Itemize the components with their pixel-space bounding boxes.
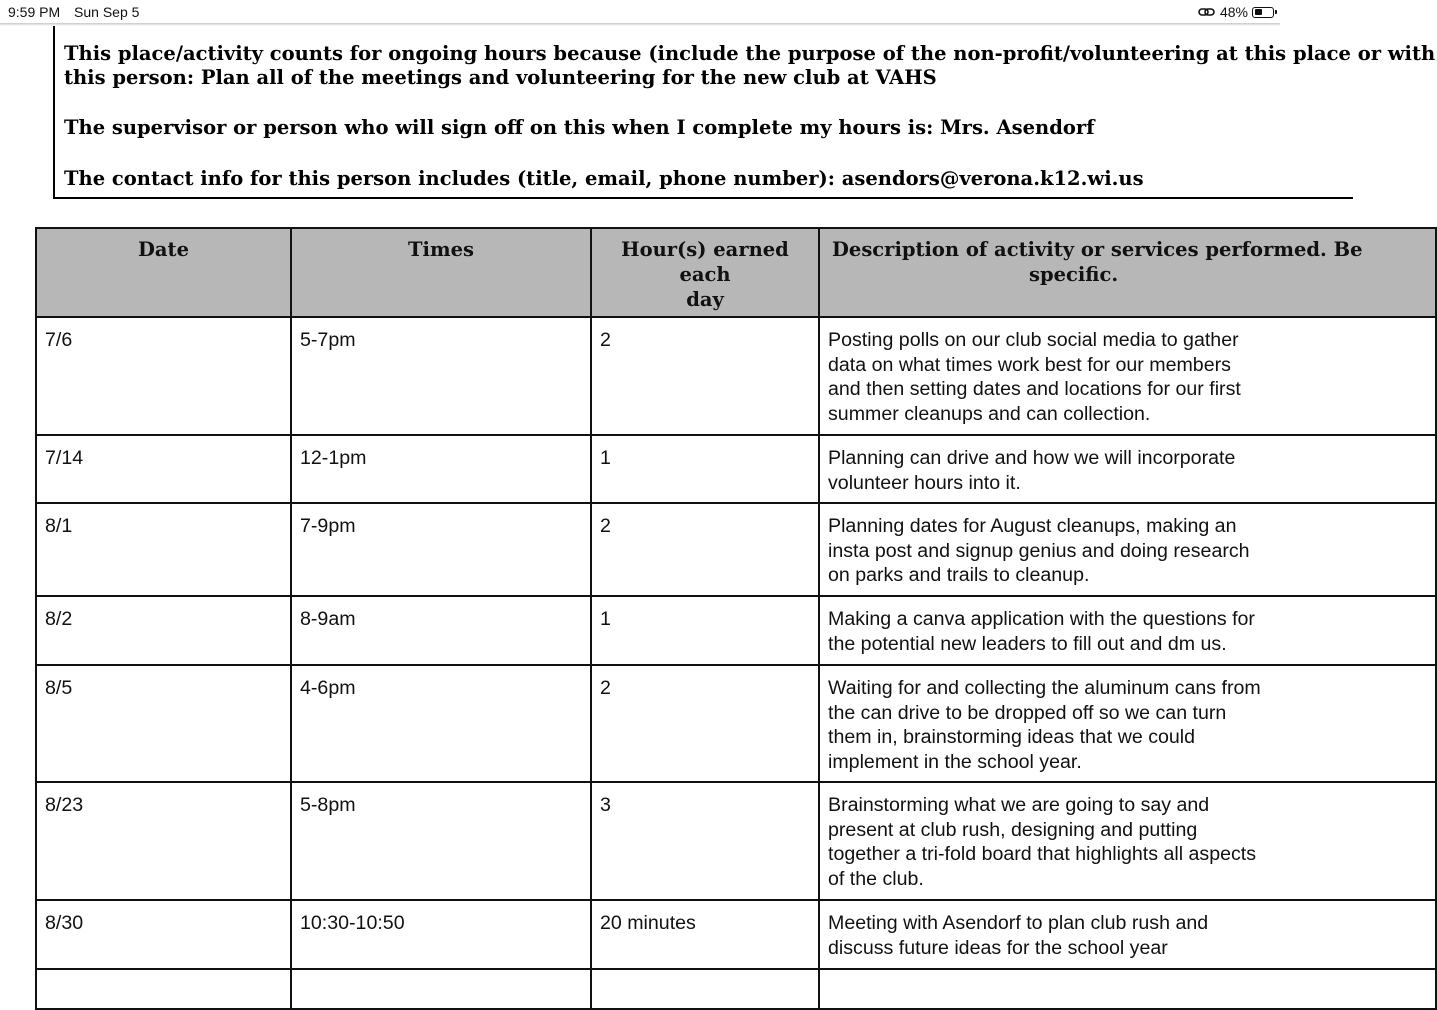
supervisor-line: The supervisor or person who will sign off on this when I complete my hours is: Mrs. Asendorf [64,116,1095,139]
header-description [819,228,1436,317]
description-line: the can drive to be dropped off so we can turn [828,701,1227,724]
table-row [36,435,1436,503]
description-line: implement in the school year. [828,750,1082,773]
hours-cell: 2 [591,317,819,435]
description-line: discuss future ideas for the school year [828,936,1168,959]
description-cell [819,665,1436,782]
date-cell: 8/5 [36,665,291,782]
hours-cell: 3 [591,782,819,900]
description-line: Making a canva application with the questions for [828,608,1255,630]
purpose-line-1: This place/activity counts for ongoing hours because (include the purpose of the non-profit/volunteering at this place or with [64,42,1436,65]
times-cell: 4-6pm [291,665,591,782]
times-cell: 12-1pm [291,435,591,503]
description-line: Planning dates for August cleanups, making an [828,515,1237,537]
battery-fill [1255,9,1263,15]
hours-cell: 1 [591,596,819,665]
status-time: 9:59 PM [8,4,61,20]
header-times: Times [291,228,591,317]
description-line: Waiting for and collecting the aluminum cans from [828,677,1261,699]
description-line: them in, brainstorming ideas that we could [828,726,1196,748]
contact-line: The contact info for this person includes (title, email, phone number): asendors@verona.k12.wi.us [64,167,1144,190]
times-cell: 5-8pm [291,782,591,900]
date-cell: 7/6 [36,317,291,435]
hours-log-table [35,227,1437,1010]
header-desc-line1: Description of activity or services performed. Be [832,238,1363,261]
table-row [36,503,1436,596]
description-cell [819,782,1436,900]
description-line: Brainstorming what we are going to say and [828,794,1210,816]
description-cell [819,969,1436,1009]
table-row [36,665,1436,782]
table-row [36,317,1436,435]
description-line: data on what times work best for our members [828,353,1231,376]
times-cell: 10:30-10:50 [291,900,591,969]
times-cell: 5-7pm [291,317,591,435]
description-line: together a tri-fold board that highlights all aspects [828,843,1257,865]
description-line: the potential new leaders to fill out and dm us. [828,632,1227,655]
description-cell [819,435,1436,503]
description-line: present at club rush, designing and putting [828,818,1198,841]
battery-percent: 48% [1219,4,1248,20]
header-date: Date [36,228,291,317]
table-row [36,596,1436,665]
hours-cell [591,969,819,1009]
date-cell: 8/2 [36,596,291,665]
description-line: Planning can drive and how we will incorporate [828,447,1236,469]
table-row [36,900,1436,969]
info-box [53,26,1436,199]
description-cell [819,503,1436,596]
times-cell [291,969,591,1009]
description-line: Meeting with Asendorf to plan club rush and [828,912,1209,934]
table-header-row [36,228,1436,317]
header-hours-line2: day [686,288,724,311]
status-date: Sun Sep 5 [74,4,140,20]
screen-mirroring-link-icon [1198,6,1216,18]
hours-cell: 20 minutes [591,900,819,969]
battery-icon [1252,7,1274,18]
times-cell: 8-9am [291,596,591,665]
date-cell [36,969,291,1009]
table-row [36,782,1436,900]
description-line: volunteer hours into it. [828,471,1021,494]
hours-cell: 2 [591,503,819,596]
header-desc-line2: specific. [1029,263,1119,286]
description-cell [819,900,1436,969]
status-bar [0,0,1280,23]
description-line: summer cleanups and can collection. [828,402,1151,425]
date-cell: 8/23 [36,782,291,900]
hours-cell: 2 [591,665,819,782]
description-cell [819,596,1436,665]
description-line: insta post and signup genius and doing research [828,539,1250,562]
description-line: and then setting dates and locations for our first [828,378,1241,400]
times-cell: 7-9pm [291,503,591,596]
date-cell: 8/30 [36,900,291,969]
hours-cell: 1 [591,435,819,503]
table-row-empty [36,969,1436,1009]
description-cell [819,317,1436,435]
description-line: Posting polls on our club social media to gather [828,329,1239,351]
description-line: of the club. [828,867,924,890]
purpose-line-2: this person: Plan all of the meetings and volunteering for the new club at VAHS [64,66,937,89]
header-hours [591,228,819,317]
header-hours-line1: Hour(s) earned each [621,238,789,286]
date-cell: 8/1 [36,503,291,596]
description-line: on parks and trails to cleanup. [828,564,1090,586]
date-cell: 7/14 [36,435,291,503]
